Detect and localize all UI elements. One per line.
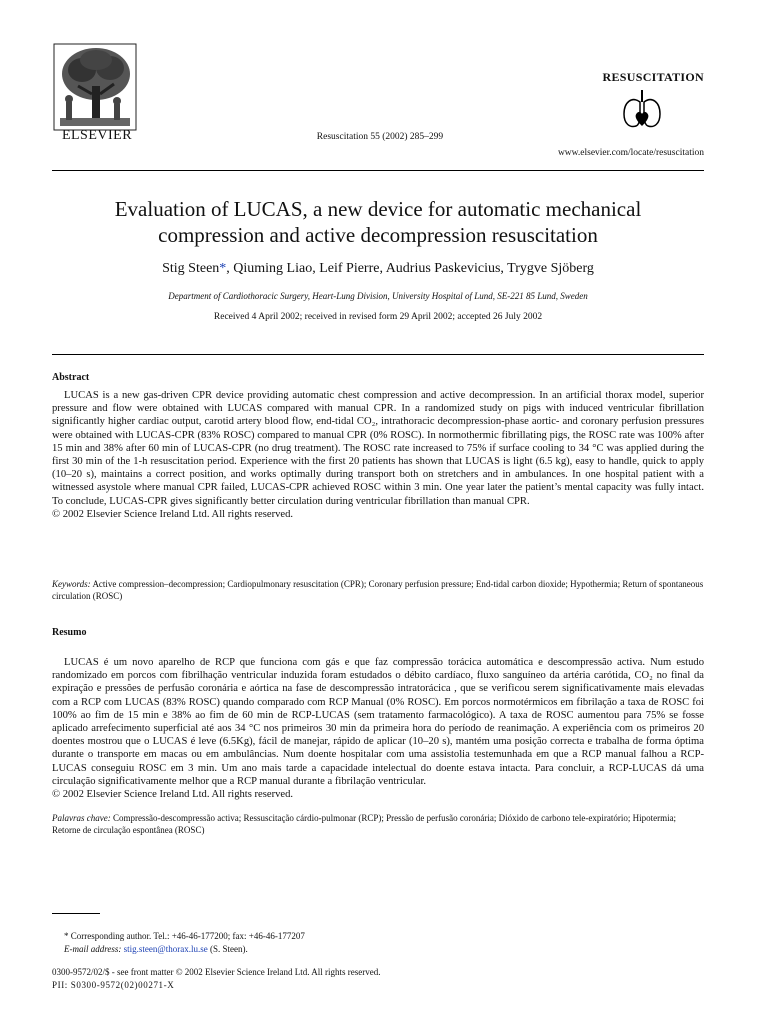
- resumo-body: [52, 656, 704, 801]
- email-suffix: (S. Steen).: [209, 944, 248, 954]
- keywords-pt: [52, 812, 704, 836]
- abstract-divider: [52, 354, 704, 355]
- resumo-heading: Resumo: [52, 627, 87, 638]
- journal-name: RESUSCITATION: [602, 70, 704, 84]
- abstract-heading: Abstract: [52, 372, 90, 383]
- title-line-1: Evaluation of LUCAS, a new device for automatic mechanical: [114, 197, 642, 221]
- corresponding-author-note: * Corresponding author. Tel.: +46-46-177200; fax: +46-46-177207: [64, 931, 305, 941]
- corresponding-author-marker[interactable]: *: [219, 261, 227, 276]
- author-email-link[interactable]: stig.steen@thorax.lu.se: [123, 944, 208, 954]
- journal-citation: Resuscitation 55 (2002) 285–299: [316, 132, 444, 142]
- abstract-text: LUCAS is a new gas-driven CPR device providing automatic chest compression and active decompression. In an artificial thorax model, superior pressure and flow were obtained with LUCAS compared with manual CPR. In a randomized study on pigs with induced ventricular fibrillation significantly higher cardiac output, carotid artery blood flow, end-tidal CO₂, intrathoracic decompression-phase aortic- and coronary perfusion pressures were obtained with LUCAS-CPR (83% ROSC) compared to manual CPR (0% ROSC). In normothermic fibrillating pigs, the ROSC rate was 100% after 15 min and 38% after 60 min of LUCAS-CPR (no drug treatment). The ROSC rate increased to 75% if surface cooling to 34 °C was applied during the first 30 min of the 1-h resuscitation period. Experience with the first 20 patients has shown that LUCAS is light (6.5 kg), easy to handle, quick to apply (10–20 s), maintains a correct position, and works optimally during transport both on stretchers and in ambulances. In one hospital patient with a witnessed asystole where manual CPR failed, LUCAS-CPR achieved ROSC within 3 min. One year later the patient’s mental capacity was fully intact. To conclude, LUCAS-CPR gives significantly better circulation during ventricular fibrillation than manual CPR.: [52, 390, 704, 507]
- article-title: [52, 196, 704, 248]
- header-divider: [52, 170, 704, 171]
- affiliation: Department of Cardiothoracic Surgery, Heart-Lung Division, University Hospital of Lund, SE-221 85 Lund, Sweden: [168, 291, 588, 301]
- received-dates: Received 4 April 2002; received in revised form 29 April 2002; accepted 26 July 2002: [213, 312, 543, 322]
- lungs-heart-icon: [620, 86, 664, 132]
- resumo-text: LUCAS é um novo aparelho de RCP que funciona com gás e que faz compressão torácica automática e descompressão activa. Num estudo randomizado em porcos com fibrilhação ventricular induzida foram estudados o débito cardíaco, fluxo sanguíneo da artéria carótida, CO₂ no final da expiração e pressões de perfusão coronária e aórtica na fase de descompressão intratorácica , que se verificou serem significativamente mais elevadas com a RCP com LUCAS (83% ROSC) quando comparado com RCP Manual (0% ROSC). Em porcos normotérmicos em fibrilação a taxa de ROSC foi 100% ao fim de 15 min e 38% ao fim de 60 min de RCP-LUCAS (sem tratamento farmacológico). A taxa de ROSC aumentou para 75% se fosse aplicado arrefecimento superficial até aos 34 °C nos primeiros 30 min da primeira hora do período de reanimação. A experiência com os primeiros 20 doentes mostrou que o LUCAS é leve (6.5Kg), fácil de manejar, rápido de aplicar (10–20 s), mantém uma posição correcta e trabalha de forma óptima durante o transporte em macas ou em ambulâncias. Num doente hospitalar com uma assistolia testemunhada em que a RCP manual falhou a RCP-LUCAS conseguiu ROSC em 3 min. Um ano mais tarde a capacidade intelectual do doente estava intacta. Para concluir, a RCP-LUCAS dá uma circulação significativamente melhor que a RCP manual durante a fibrilação ventricular.: [52, 657, 704, 787]
- keywords-label: Keywords:: [52, 579, 91, 589]
- palavras-chave-text: Compressão-descompressão activa; Ressuscitação cárdio-pulmonar (RCP); Pressão de perfusão coronária; Dióxido de carbono tele-expiratório; Hipotermia; Retorne de circulação espontânea (ROSC): [52, 813, 677, 835]
- pii-line: PII: S0300-9572(02)00271-X: [52, 980, 175, 990]
- email-label: E-mail address:: [64, 944, 122, 954]
- author-list: [52, 261, 704, 277]
- footnote-divider: [52, 913, 100, 914]
- abstract-body: [52, 389, 704, 521]
- abstract-copyright: © 2002 Elsevier Science Ireland Ltd. All rights reserved.: [52, 508, 294, 520]
- keywords-text: Active compression–decompression; Cardiopulmonary resuscitation (CPR); Coronary perfusion pressure; End-tidal carbon dioxide; Hypothermia; Return of spontaneous circulation (ROSC): [52, 579, 704, 601]
- resumo-copyright: © 2002 Elsevier Science Ireland Ltd. All rights reserved.: [52, 789, 294, 801]
- title-line-2: compression and active decompression resuscitation: [158, 223, 598, 247]
- authors-rest: , Qiuming Liao, Leif Pierre, Audrius Paskevicius, Trygve Sjöberg: [226, 261, 594, 276]
- email-note: [64, 944, 248, 954]
- issn-line: 0300-9572/02/$ - see front matter © 2002 Elsevier Science Ireland Ltd. All rights reserved.: [52, 967, 381, 977]
- palavras-chave-label: Palavras chave:: [52, 813, 111, 823]
- keywords-en: [52, 578, 704, 602]
- author-first: Stig Steen: [162, 261, 220, 276]
- publisher-name: ELSEVIER: [61, 128, 133, 143]
- elsevier-tree-logo: [52, 42, 138, 134]
- journal-url-link[interactable]: www.elsevier.com/locate/resuscitation: [557, 148, 704, 158]
